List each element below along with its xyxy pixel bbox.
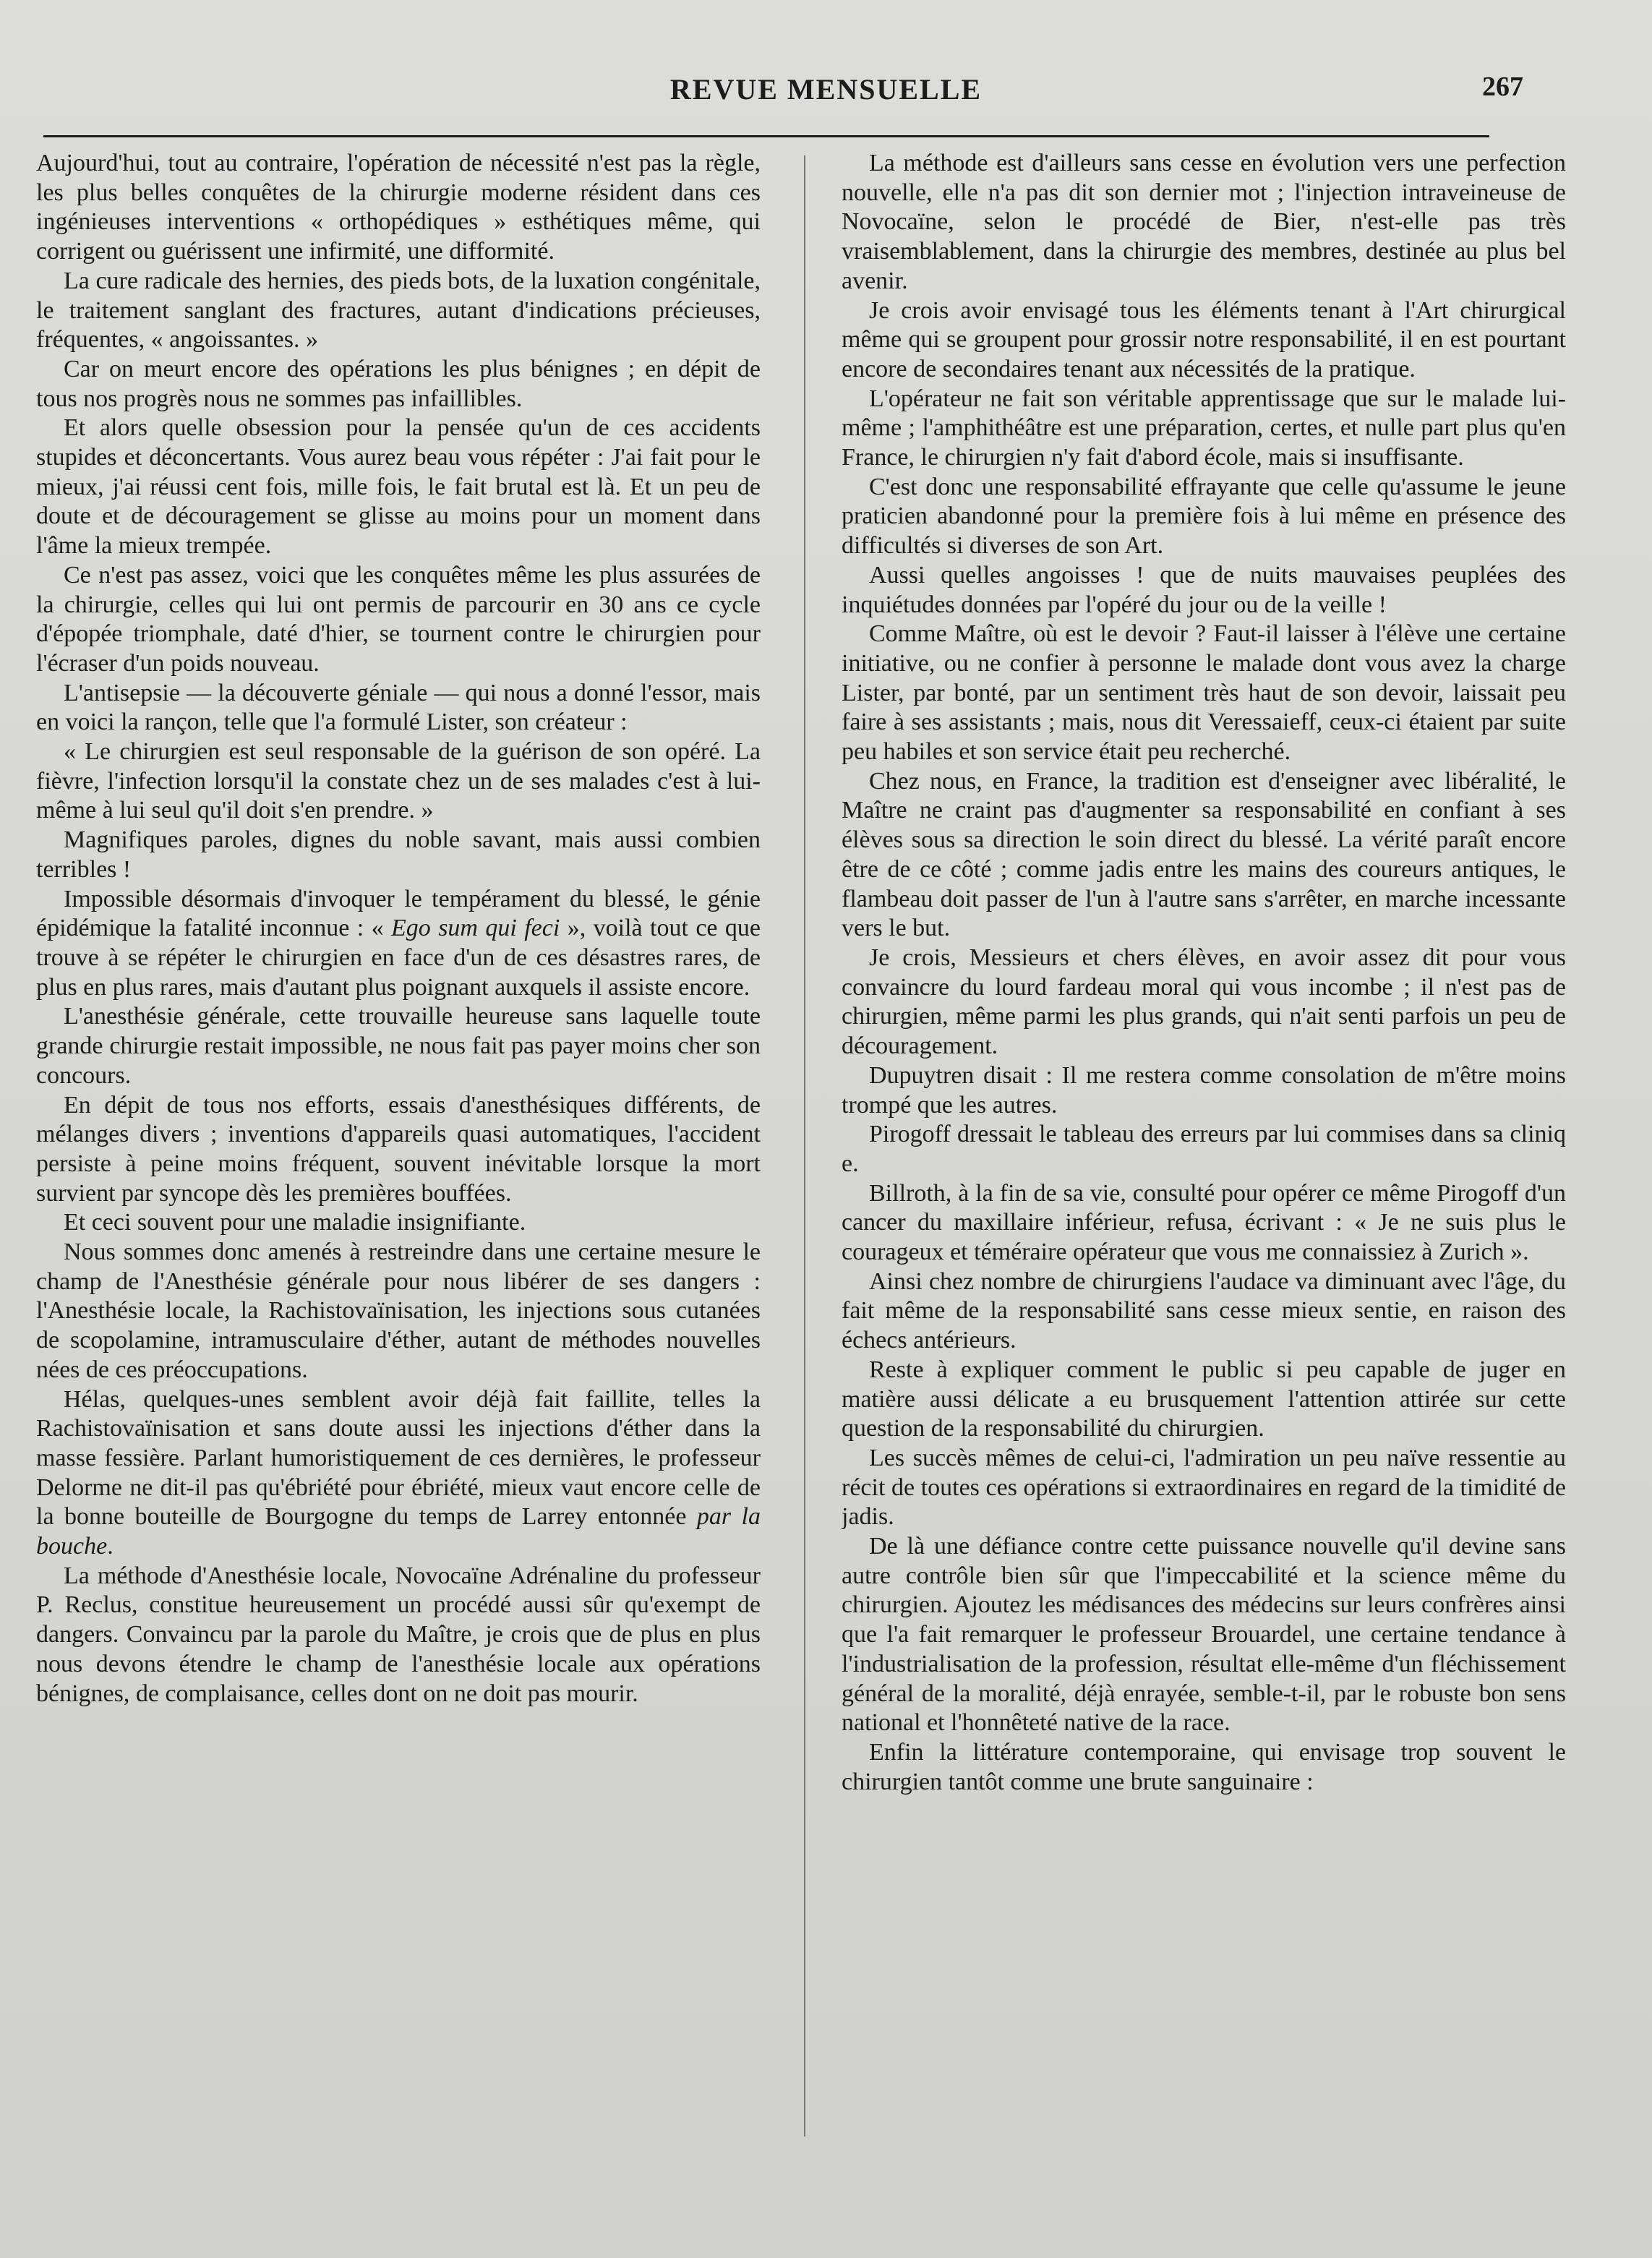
paragraph: Je crois avoir envisagé tous les éléments tenant à l'Art chirurgical même qui se groupent pour grossir notre responsabilité, il en est pourtant encore de secondaires tenant aux nécessités de la pratique.	[842, 296, 1566, 382]
paragraph: Nous sommes donc amenés à restreindre dans une certaine mesure le champ de l'Anesthésie générale pour nous libérer de ses dangers : l'Anesthésie locale, la Rachistovaïnisation, les injections sous cutanées de scopolamine, intramusculaire d'éther, autant de méthodes nouvelles nées de ces préoccupations.	[36, 1239, 761, 1383]
paragraph: Les succès mêmes de celui-ci, l'admiration un peu naïve ressentie au récit de toutes ces opérations si extraordinaires en regard de la timidité de jadis.	[842, 1444, 1566, 1531]
paragraph	[36, 1385, 761, 1562]
text-run: », voilà tout ce que trouve à se répéter le chirurgien en face d'un de ces désastres rares, de plus en plus rares, mais d'autant plus poignant auxquels il assiste encore.	[36, 915, 761, 1001]
paragraph: Et ceci souvent pour une maladie insignifiante.	[64, 1209, 526, 1236]
paragraph: Chez nous, en France, la tradition est d'enseigner avec libéralité, le Maître ne craint pas d'augmenter sa responsabilité en confiant à ses élèves sous sa direction le soin direct du blessé. La vérité paraît encore être de ce côté ; comme jadis entre les mains des coureurs antiques, le flambeau doit passer de l'un à l'autre sans s'arrêter, en marche incessante vers le but.	[842, 767, 1566, 942]
left-column	[36, 149, 761, 2246]
paragraph: Dupuytren disait : Il me restera comme consolation de m'être moins trompé que les autres.	[842, 1061, 1566, 1119]
paragraph: Billroth, à la fin de sa vie, consulté pour opérer ce même Pirogoff d'un cancer du maxillaire inférieur, refusa, écrivant : « Je ne suis plus le courageux et téméraire opérateur que vous me connaissiez à Zurich ».	[842, 1179, 1566, 1266]
paragraph: La cure radicale des hernies, des pieds bots, de la luxation congénitale, le traitement sanglant des fractures, autant d'indications précieuses, fréquentes, « angoissantes. »	[36, 267, 761, 354]
paragraph: L'anesthésie générale, cette trouvaille heureuse sans laquelle toute grande chirurgie restait impossible, ne nous fait pas payer moins cher son concours.	[36, 1003, 761, 1089]
running-header: REVUE MENSUELLE	[669, 73, 983, 106]
paragraph: La méthode est d'ailleurs sans cesse en évolution vers une perfection nouvelle, elle n'a pas dit son dernier mot ; l'injection intraveineuse de Novocaïne, selon le procédé de Bier, n'est-elle pas très vraisemblablement, dans la chirurgie des membres, destinée au plus bel avenir.	[842, 150, 1566, 294]
paragraph: L'opérateur ne fait son véritable apprentissage que sur le malade lui-même ; l'amphithéâtre est une préparation, certes, et nulle part plus qu'en France, le chirurgien n'y fait d'abord école, mais si insuffisante.	[842, 385, 1566, 471]
paragraph: Reste à expliquer comment le public si peu capable de juger en matière aussi délicate a eu brusquement l'attention attirée sur cette question de la responsabilité du chirurgien.	[842, 1356, 1566, 1442]
quotation: « Le chirurgien est seul responsable de la guérison de son opéré. La fièvre, l'infection lorsqu'il la constate chez un de ses malades c'est à lui-même à lui seul qu'il doit s'en prendre. »	[36, 738, 761, 824]
paragraph: Magnifiques paroles, dignes du noble savant, mais aussi combien terribles !	[36, 826, 761, 883]
paragraph: Aujourd'hui, tout au contraire, l'opération de nécessité n'est pas la règle, les plus belles conquêtes de la chirurgie moderne résident dans ces ingénieuses interventions « orthopédiques » esthétiques même, qui corrigent ou guérissent une infirmité, une difformité.	[36, 150, 761, 265]
paragraph	[36, 885, 761, 1003]
paragraph: L'antisepsie — la découverte géniale — qui nous a donné l'essor, mais en voici la rançon, telle que l'a formulé Lister, son créateur :	[36, 679, 761, 736]
header-rule	[43, 135, 1489, 137]
page-number: 267	[1482, 72, 1523, 102]
italic-phrase: Ego sum qui feci	[391, 915, 560, 942]
paragraph: C'est donc une responsabilité effrayante que celle qu'assume le jeune praticien abandonné pour la première fois à lui même en présence des difficultés si diverses de son Art.	[842, 473, 1566, 560]
paragraph: De là une défiance contre cette puissance nouvelle qu'il devine sans autre contrôle bien sûr que l'impeccabilité et la science même du chirurgien. Ajoutez les médisances des médecins sur leurs confrères ainsi que l'a fait remarquer le professeur Brouardel, une certaine tendance à l'industrialisation de la profession, résultat elle-même d'un fléchissement général de la moralité, déjà enrayée, semble-t-il, par le robuste bon sens national et l'honnêteté native de la race.	[842, 1533, 1566, 1737]
paragraph: Je crois, Messieurs et chers élèves, en avoir assez dit pour vous convaincre du lourd fardeau moral qui vous incombe ; il n'est pas de chirurgien, même parmi les plus grands, qui n'ait senti parfois un peu de découragement.	[842, 944, 1566, 1060]
paragraph: En dépit de tous nos efforts, essais d'anesthésiques différents, de mélanges divers ; inventions d'appareils quasi automatiques, l'accident persiste à peine moins fréquent, souvent inévitable lorsque la mort survient par syncope dès les premières bouffées.	[36, 1091, 761, 1207]
text-run: Impossible désormais d'invoquer le tempérament du blessé, le génie épidémique la fatalité inconnue : «	[36, 885, 761, 942]
paragraph: Pirogoff dressait le tableau des erreurs par lui commises dans sa cliniq e.	[842, 1121, 1566, 1177]
paragraph: Ainsi chez nombre de chirurgiens l'audace va diminuant avec l'âge, du fait même de la responsabilité sans cesse mieux sentie, en raison des échecs antérieurs.	[842, 1267, 1566, 1354]
paragraph: La méthode d'Anesthésie locale, Novocaïne Adrénaline du professeur P. Reclus, constitue heureusement un procédé aussi sûr qu'exempt de dangers. Convaincu par la parole du Maître, je crois que de plus en plus nous devons étendre le champ de l'anesthésie locale aux opérations bénignes, de complaisance, celles dont on ne doit pas mourir.	[36, 1562, 761, 1707]
paragraph: Car on meurt encore des opérations les plus bénignes ; en dépit de tous nos progrès nous ne sommes pas infaillibles.	[36, 355, 761, 412]
paragraph: Enfin la littérature contemporaine, qui envisage trop souvent le chirurgien tantôt comme une brute sanguinaire :	[842, 1738, 1566, 1795]
right-column	[842, 149, 1566, 2246]
text-run: Hélas, quelques-unes semblent avoir déjà fait faillite, telles la Rachistovaïnisation et sans doute aussi les injections d'éther dans la masse fessière. Parlant humoristiquement de ces dernières, le professeur Delorme ne dit-il pas qu'ébriété pour ébriété, mieux vaut encore celle de la bonne bouteille de Bourgogne du temps de Larrey entonnée	[36, 1385, 761, 1531]
paragraph: Et alors quelle obsession pour la pensée qu'un de ces accidents stupides et déconcertants. Vous aurez beau vous répéter : J'ai fait pour le mieux, j'ai réussi cent fois, mille fois, le fait brutal est là. Et un peu de doute et de découragement se glisse au moins pour un moment dans l'âme la mieux trempée.	[36, 414, 761, 560]
paragraph: Aussi quelles angoisses ! que de nuits mauvaises peuplées des inquiétudes données par l'opéré du jour ou de la veille !	[842, 561, 1566, 618]
italic-phrase: par la bouche	[36, 1503, 761, 1560]
paragraph: Ce n'est pas assez, voici que les conquêtes même les plus assurées de la chirurgie, celles qui lui ont permis de parcourir en 30 ans ce cycle d'épopée triomphale, daté d'hier, se tournent contre le chirurgien pour l'écraser d'un poids nouveau.	[36, 561, 761, 677]
paragraph: Comme Maître, où est le devoir ? Faut-il laisser à l'élève une certaine initiative, ou ne confier à personne le malade dont vous avez la charge Lister, par bonté, par un sentiment très haut de son devoir, laissait peu faire à ses assistants ; mais, nous dit Veressaieff, ceux-ci étaient par suite peu habiles et son service était peu recherché.	[842, 620, 1566, 766]
column-divider	[804, 155, 805, 2137]
text-run: .	[107, 1533, 114, 1560]
